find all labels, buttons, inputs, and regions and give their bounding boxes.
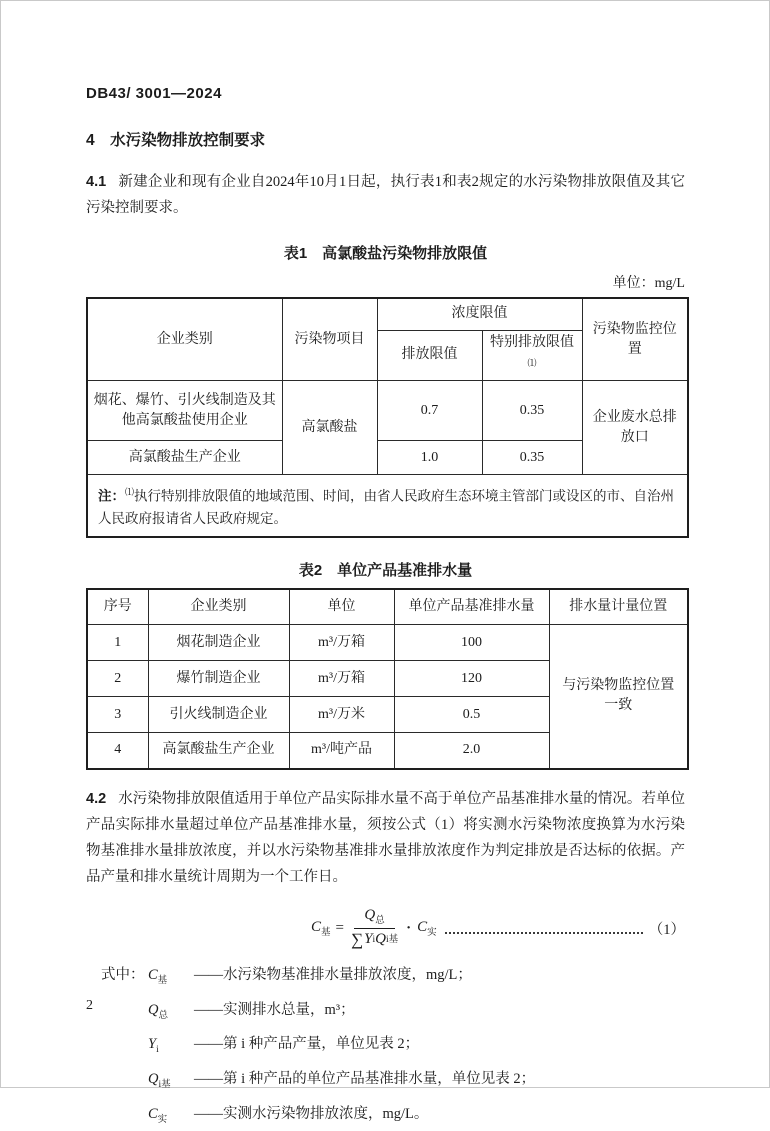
formula-equals: = [335,920,344,937]
table2-r3-unit: m³/万米 [289,697,394,733]
table1-header-row1 [87,298,688,330]
legend-sub-2: i [156,1045,159,1056]
legend-item [101,964,685,992]
legend-item [101,1103,685,1131]
legend-desc: 水污染物基准排水量排放浓度，mg/L； [223,966,472,983]
table1-row2-special: 0.35 [482,441,582,475]
table1-header-enterprise: 企业类别 [87,298,282,381]
table2-r3-value: 0.5 [394,697,549,733]
summation-icon: ∑ [351,930,364,950]
legend-dash: —— [194,1001,223,1018]
table1-note-prefix: 注： [98,488,125,504]
clause-4-2-number: 4.2 [86,790,107,807]
formula-lhs-var: C [311,919,322,936]
table1-header-position: 污染物监控位置 [582,298,688,381]
legend-item [101,1068,685,1096]
formula-numerator [354,907,394,929]
table2-caption: 表2 单位产品基准排水量 [298,561,473,579]
table2-r4-enterprise: 高氯酸盐生产企业 [148,733,289,769]
table2-header-unit: 单位 [289,589,394,625]
table1-row2-limit: 1.0 [377,441,482,475]
formula-denominator [349,929,400,950]
table1-header-pollutant: 污染物项目 [282,298,377,381]
legend-var [148,1033,194,1061]
table2-r3-index: 3 [87,697,148,733]
table1-note-row [87,475,688,537]
table2-r2-unit: m³/万箱 [289,661,394,697]
table2-r2-value: 120 [394,661,549,697]
formula-den-y-sub: i [372,934,376,945]
table2-merged-position: 与污染物监控位置一致 [549,625,688,769]
legend-sub-0: 基 [157,975,168,986]
legend-dash: —— [194,966,223,983]
table1-row1-enterprise: 烟花、爆竹、引火线制造及其他高氯酸盐使用企业 [87,381,282,441]
table2-r1-unit: m³/万箱 [289,625,394,661]
table1-row2-enterprise: 高氯酸盐生产企业 [87,441,282,475]
formula-lhs-sub: 基 [321,928,331,939]
legend-desc: 第 i 种产品的单位产品基准排水量，单位见表 2； [223,1071,536,1088]
table2-row-1 [87,625,688,661]
table1-header-special-limit [482,330,582,381]
legend-item [101,1033,685,1061]
legend-dash: —— [194,1071,223,1088]
formula-number: （1） [648,922,685,939]
legend-var [148,964,194,992]
table2-r1-enterprise: 烟花制造企业 [148,625,289,661]
table2-header-position: 排水量计量位置 [549,589,688,625]
formula-1 [311,904,685,954]
legend-desc: 实测水污染物排放浓度，mg/L。 [223,1106,429,1123]
formula-legend [86,964,685,1131]
formula-rhs-var: C [417,919,428,936]
table2-header-baseline: 单位产品基准排水量 [394,589,549,625]
formula-fraction [349,907,400,949]
table1-caption: 表1 高氯酸盐污染物排放限值 [283,245,488,262]
table1-header-special-sup: ⑴ [527,357,537,368]
table2 [86,588,689,770]
table1-pollutant-cell: 高氯酸盐 [282,381,377,475]
formula-rhs [417,919,437,938]
legend-var-0: C [148,966,158,983]
legend-dash: —— [194,1106,223,1123]
formula-rhs-sub: 实 [427,928,437,939]
table2-r2-enterprise: 爆竹制造企业 [148,661,289,697]
legend-sub-3: i基 [158,1080,171,1091]
section-heading: 4 水污染物排放控制要求 [86,132,266,149]
clause-4-1-number: 4.1 [86,174,107,190]
table1-note-cell [87,475,688,537]
table1-unit-label: 单位：mg/L [612,276,685,291]
doc-code: DB43/ 3001—2024 [86,85,222,102]
table2-r4-unit: m³/吨产品 [289,733,394,769]
table2-r4-index: 4 [87,733,148,769]
legend-intro: 式中： [101,966,145,983]
clause-4-2-text: 水污染物排放限值适用于单位产品实际排水量不高于单位产品基准排水量的情况。若单位产品实际排水量超过单位产品基准排水量，须按公式（1）将实测水污染物浓度换算为水污染物基准排水量排放浓度，并以水污染物基准排水量排放浓度作为判定排放是否达标的依据。产品产量和排水量统计周期为一个工作日。 [86,790,685,885]
table1-position-cell: 企业废水总排放口 [582,381,688,475]
legend-sub-4: 实 [157,1115,168,1126]
table1-row-1 [87,381,688,441]
clause-4-1 [86,169,685,221]
legend-sub-1: 总 [158,1010,168,1021]
table1-header-limit: 排放限值 [377,330,482,381]
formula-den-q-sub: i基 [385,934,399,945]
clause-4-1-text: 新建企业和现有企业自2024年10月1日起，执行表1和表2规定的水污染物排放限值及其它污染控制要求。 [86,174,685,216]
table2-r2-index: 2 [87,661,148,697]
legend-var-2: Y [148,1036,157,1053]
formula-num-sub: 总 [375,916,385,927]
legend-desc: 第 i 种产品产量，单位见表 2； [223,1036,420,1053]
table1 [86,297,689,538]
table1-header-special-limit-text: 特别排放限值 [490,334,574,350]
table2-header-enterprise: 企业类别 [148,589,289,625]
legend-var-4: C [148,1106,158,1123]
formula-den-y: Y [364,931,373,948]
clause-4-2 [86,786,685,890]
table1-note-text: 执行特别排放限值的地域范围、时间，由省人民政府生态环境主管部门或设区的市、自治州人民政府报请省人民政府规定。 [98,488,675,526]
legend-item [101,999,685,1027]
table1-row1-limit: 0.7 [377,381,482,441]
page-number: 2 [86,998,93,1013]
table1-note-sup: ⑴ [125,487,135,498]
table2-r1-index: 1 [87,625,148,661]
dot-leader [445,924,643,934]
legend-dash: —— [194,1036,223,1053]
formula-mult-dot: · [406,920,412,937]
table2-r1-value: 100 [394,625,549,661]
table2-r3-enterprise: 引火线制造企业 [148,697,289,733]
formula-den-q: Q [375,931,386,948]
table1-row1-special: 0.35 [482,381,582,441]
formula-lhs [311,919,331,938]
table1-header-limits-group: 浓度限值 [377,298,582,330]
legend-var-3: Q [148,1071,159,1088]
legend-var-1: Q [148,1001,159,1018]
legend-var [148,1103,194,1131]
table2-header-index: 序号 [87,589,148,625]
legend-var [148,999,194,1027]
legend-var [148,1068,194,1096]
page-content [1,1,769,1131]
table2-header-row [87,589,688,625]
formula-num-var: Q [364,907,376,924]
table2-r4-value: 2.0 [394,733,549,769]
legend-desc: 实测排水总量，m³； [223,1001,355,1018]
